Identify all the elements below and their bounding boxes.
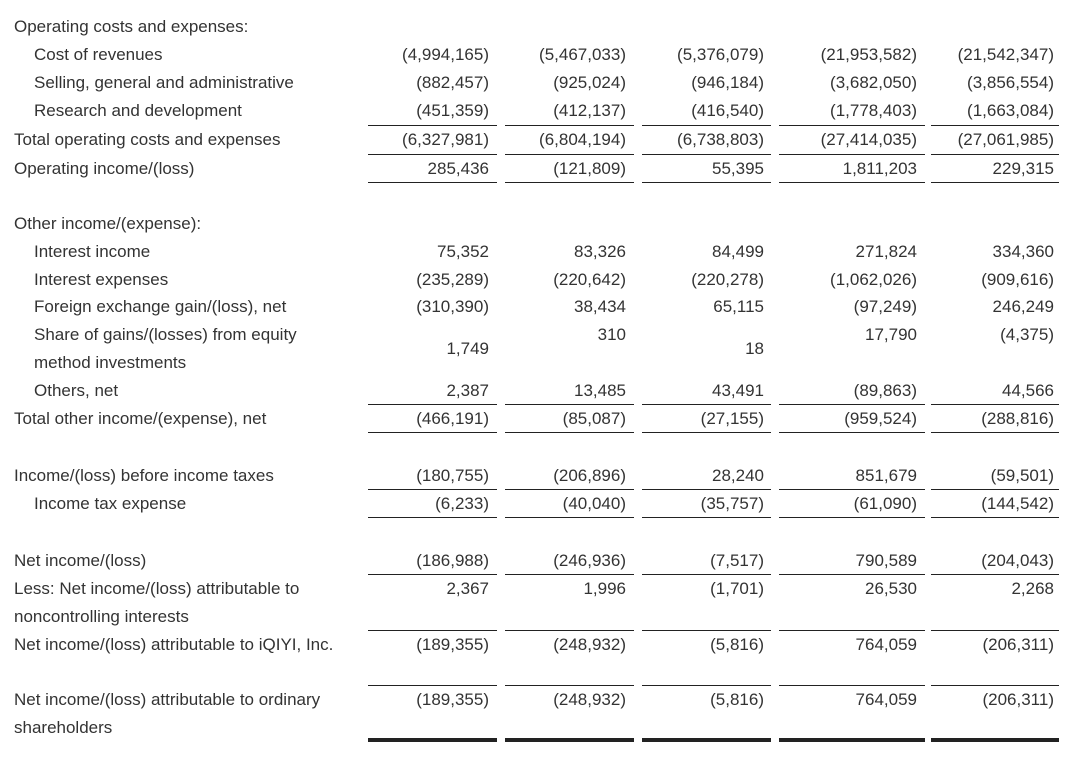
double-rule	[779, 738, 925, 742]
cell-value: (89,863)	[853, 381, 917, 400]
rule	[368, 432, 497, 433]
double-rule	[368, 738, 497, 742]
rule	[642, 432, 771, 433]
cell-value: (27,155)	[700, 409, 764, 428]
cell-value: (186,988)	[416, 551, 489, 570]
row-cost-of-revenues	[0, 38, 1080, 66]
rule	[931, 182, 1059, 183]
row-total-other	[0, 402, 1080, 430]
row-equity-method	[0, 318, 1080, 374]
rule	[779, 517, 925, 518]
cell-value: (220,642)	[553, 270, 626, 289]
cell-value: (882,457)	[416, 73, 489, 92]
cell-value: 285,436	[427, 159, 489, 178]
cell-value: 75,352	[437, 242, 489, 261]
row-label: Interest income	[34, 242, 151, 261]
cell-value: (27,061,985)	[957, 130, 1054, 149]
cell-value: (21,953,582)	[820, 45, 917, 64]
row-net-income-iqiyi	[0, 628, 1080, 684]
row-label: Income tax expense	[34, 494, 187, 513]
cell-value: (248,932)	[553, 690, 626, 709]
cell-value: (27,414,035)	[820, 130, 917, 149]
cell-value: (909,616)	[981, 270, 1054, 289]
cell-value: 851,679	[855, 466, 917, 485]
cell-value: (121,809)	[553, 159, 626, 178]
row-label: Total other income/(expense), net	[14, 409, 267, 428]
cell-value: (4,375)	[1000, 325, 1054, 344]
rule	[505, 432, 634, 433]
cell-value: 2,268	[1011, 579, 1054, 598]
cell-value: 2,387	[446, 381, 489, 400]
section-other-income	[0, 207, 1080, 235]
cell-value: 2,367	[446, 579, 489, 598]
cell-value: (59,501)	[990, 466, 1054, 485]
cell-value: (451,359)	[416, 101, 489, 120]
cell-value: 13,485	[574, 381, 626, 400]
row-noncontrolling-interests	[0, 572, 1080, 628]
cell-value: 38,434	[574, 297, 626, 316]
cell-value: (220,278)	[691, 270, 764, 289]
cell-value: (206,896)	[553, 466, 626, 485]
row-fx-gain	[0, 290, 1080, 318]
cell-value: (35,757)	[700, 494, 764, 513]
row-net-income-ordinary	[0, 683, 1080, 739]
cell-value: (466,191)	[416, 409, 489, 428]
cell-value: 55,395	[712, 159, 764, 178]
cell-value: 43,491	[712, 381, 764, 400]
row-label: Income/(loss) before income taxes	[14, 466, 274, 485]
cell-value: (206,311)	[982, 690, 1054, 709]
cell-value: (1,663,084)	[967, 101, 1054, 120]
row-label: Cost of revenues	[34, 45, 163, 64]
rule	[368, 182, 497, 183]
double-rule	[505, 738, 634, 742]
row-others-net	[0, 374, 1080, 402]
cell-value: (97,249)	[853, 297, 917, 316]
row-label: Selling, general and administrative	[34, 73, 294, 92]
cell-value: (40,040)	[562, 494, 626, 513]
cell-value: 334,360	[992, 242, 1054, 261]
rule	[642, 517, 771, 518]
row-rnd	[0, 94, 1080, 122]
row-sga	[0, 66, 1080, 94]
section-header: Other income/(expense):	[14, 214, 202, 233]
cell-value: (204,043)	[981, 551, 1054, 570]
rule	[368, 517, 497, 518]
rule	[505, 182, 634, 183]
cell-value: (925,024)	[553, 73, 626, 92]
cell-value: (180,755)	[416, 466, 489, 485]
cell-value: (3,682,050)	[830, 73, 917, 92]
cell-value: 28,240	[712, 466, 764, 485]
cell-value: (6,804,194)	[539, 130, 626, 149]
cell-value: 1,811,203	[842, 159, 917, 178]
row-label: Foreign exchange gain/(loss), net	[34, 297, 287, 316]
cell-value: 26,530	[865, 579, 917, 598]
cell-value: 246,249	[992, 297, 1054, 316]
cell-value: 17,790	[865, 325, 917, 344]
cell-value: 18	[745, 339, 764, 358]
rule	[779, 182, 925, 183]
row-operating-income	[0, 152, 1080, 180]
row-label: Operating income/(loss)	[14, 159, 195, 178]
cell-value: (235,289)	[416, 270, 489, 289]
cell-value: 83,326	[574, 242, 626, 261]
row-interest-expenses	[0, 263, 1080, 291]
cell-value: 310	[597, 325, 626, 344]
cell-value: (6,738,803)	[677, 130, 764, 149]
cell-value: (1,062,026)	[830, 270, 917, 289]
cell-value: (246,936)	[553, 551, 626, 570]
cell-value: 790,589	[855, 551, 917, 570]
cell-value: (288,816)	[981, 409, 1054, 428]
cell-value: 84,499	[712, 242, 764, 261]
cell-value: (5,376,079)	[677, 45, 764, 64]
cell-value: (5,816)	[710, 690, 764, 709]
cell-value: (1,701)	[710, 579, 764, 598]
cell-value: (248,932)	[553, 635, 626, 654]
cell-value: 1,996	[583, 579, 626, 598]
cell-value: (412,137)	[553, 101, 626, 120]
cell-value: (310,390)	[416, 297, 489, 316]
cell-value: (3,856,554)	[967, 73, 1054, 92]
double-rule	[642, 738, 771, 742]
row-label: Less: Net income/(loss) attributable to noncontrolling interests	[14, 579, 300, 626]
row-label: Net income/(loss) attributable to iQIYI, Inc.	[14, 635, 334, 654]
cell-value: (189,355)	[416, 690, 489, 709]
row-income-before-tax	[0, 459, 1080, 487]
cell-value: 1,749	[446, 339, 489, 358]
row-total-operating	[0, 123, 1080, 151]
cell-value: 271,824	[855, 242, 917, 261]
cell-value: (1,778,403)	[830, 101, 917, 120]
rule	[505, 517, 634, 518]
cell-value: (6,233)	[435, 494, 489, 513]
cell-value: (4,994,165)	[402, 45, 489, 64]
cell-value: (5,816)	[710, 635, 764, 654]
double-rule	[931, 738, 1059, 742]
cell-value: (959,524)	[844, 409, 917, 428]
cell-value: (416,540)	[691, 101, 764, 120]
rule	[779, 432, 925, 433]
cell-value: 65,115	[713, 297, 764, 316]
cell-value: 764,059	[855, 635, 917, 654]
cell-value: (85,087)	[562, 409, 626, 428]
cell-value: (6,327,981)	[402, 130, 489, 149]
row-label: Net income/(loss) attributable to ordinary shareholders	[14, 690, 321, 737]
row-label: Total operating costs and expenses	[14, 130, 281, 149]
rule	[931, 517, 1059, 518]
rule	[642, 182, 771, 183]
cell-value: 764,059	[855, 690, 917, 709]
row-label: Net income/(loss)	[14, 551, 147, 570]
cell-value: (144,542)	[981, 494, 1054, 513]
section-header: Operating costs and expenses:	[14, 17, 249, 36]
rule	[931, 432, 1059, 433]
section-operating-costs	[0, 10, 1080, 38]
cell-value: (5,467,033)	[539, 45, 626, 64]
row-label: Others, net	[34, 381, 119, 400]
row-income-tax	[0, 487, 1080, 515]
cell-value: 229,315	[992, 159, 1054, 178]
row-interest-income	[0, 235, 1080, 263]
cell-value: (189,355)	[416, 635, 489, 654]
cell-value: (206,311)	[982, 635, 1054, 654]
row-label: Research and development	[34, 101, 242, 120]
row-net-income	[0, 544, 1080, 572]
cell-value: (946,184)	[691, 73, 764, 92]
cell-value: (7,517)	[710, 551, 764, 570]
cell-value: (61,090)	[853, 494, 917, 513]
row-label: Interest expenses	[34, 270, 169, 289]
cell-value: 44,566	[1002, 381, 1054, 400]
cell-value: (21,542,347)	[957, 45, 1054, 64]
row-label: Share of gains/(losses) from equity method investments	[34, 325, 297, 372]
